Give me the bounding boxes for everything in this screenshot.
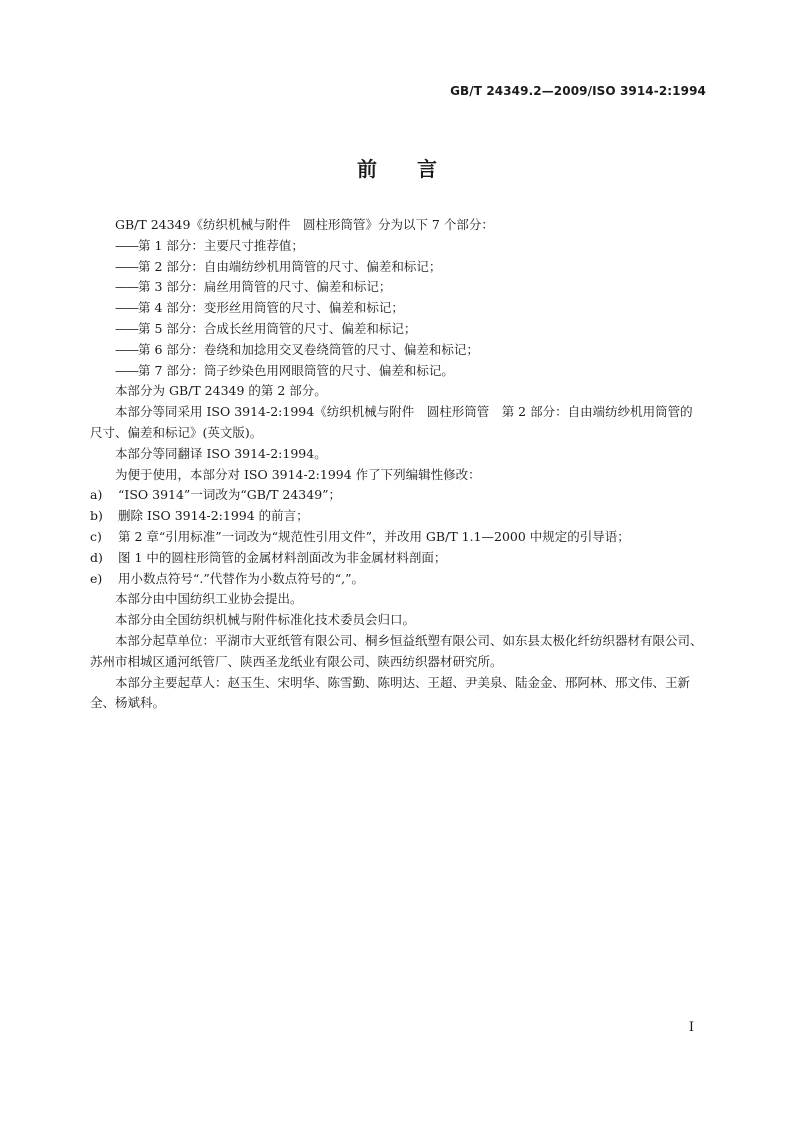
list-item: b) 删除 ISO 3914-2:1994 的前言； [90, 508, 309, 524]
paragraph: 本部分由全国纺织机械与附件标准化技术委员会归口。 [115, 612, 416, 628]
foreword-body [90, 215, 704, 714]
list-item: e) 用小数点符号“.”代替作为小数点符号的“,”。 [90, 570, 365, 586]
paragraph: 本部分由中国纺织工业协会提出。 [115, 591, 303, 607]
paragraph: 为便于使用，本部分对 ISO 3914-2:1994 作了下列编辑性修改： [115, 466, 481, 482]
list-item: ——第 6 部分：卷绕和加捻用交叉卷绕筒管的尺寸、偏差和标记； [115, 341, 479, 357]
paragraph: 本部分等同翻译 ISO 3914-2:1994。 [115, 445, 327, 461]
list-item: d) 图 1 中的圆柱形筒管的金属材料剖面改为非金属材料剖面； [90, 549, 447, 565]
list-item: ——第 5 部分：合成长丝用筒管的尺寸、偏差和标记； [115, 320, 417, 336]
paragraph: 本部分等同采用 ISO 3914-2:1994《纺织机械与附件 圆柱形筒管 第 2 部分：自由端纺纱机用筒管的尺寸、偏差和标记》(英文版)。 [90, 404, 693, 440]
paragraph: 本部分主要起草人：赵玉生、宋明华、陈雪勤、陈明达、王超、尹美泉、陆金金、邢阿林、邢文伟、王新全、杨斌科。 [90, 674, 691, 711]
changes-list [90, 485, 704, 589]
list-item: ——第 7 部分：筒子纱染色用网眼筒管的尺寸、偏差和标记。 [115, 362, 454, 378]
paragraph: 本部分起草单位：平湖市大亚纸管有限公司、桐乡恒益纸塑有限公司、如东县太极化纤纺织器材有限公司、苏州市相城区通河纸管厂、陕西圣龙纸业有限公司、陕西纺织器材研究所。 [90, 632, 703, 669]
list-item: a) “ISO 3914”一词改为“GB/T 24349”； [90, 487, 342, 503]
standard-number: GB/T 24349.2—2009/ISO 3914-2:1994 [450, 84, 706, 98]
list-item: ——第 1 部分：主要尺寸推荐值； [115, 237, 304, 253]
list-item: ——第 4 部分：变形丝用筒管的尺寸、偏差和标记； [115, 300, 404, 316]
list-item: c) 第 2 章“引用标准”一词改为“规范性引用文件”，并改用 GB/T 1.1—2000 中规定的引导语； [90, 528, 630, 544]
intro-paragraph: GB/T 24349《纺织机械与附件 圆柱形筒管》分为以下 7 个部分： [115, 217, 494, 232]
page-title: 前言 [357, 157, 477, 181]
list-item: ——第 2 部分：自由端纺纱机用筒管的尺寸、偏差和标记； [115, 258, 442, 274]
paragraph: 本部分为 GB/T 24349 的第 2 部分。 [115, 383, 327, 399]
parts-list [90, 236, 704, 382]
list-item: ——第 3 部分：扁丝用筒管的尺寸、偏差和标记； [115, 279, 392, 295]
page-number: I [688, 1020, 694, 1035]
